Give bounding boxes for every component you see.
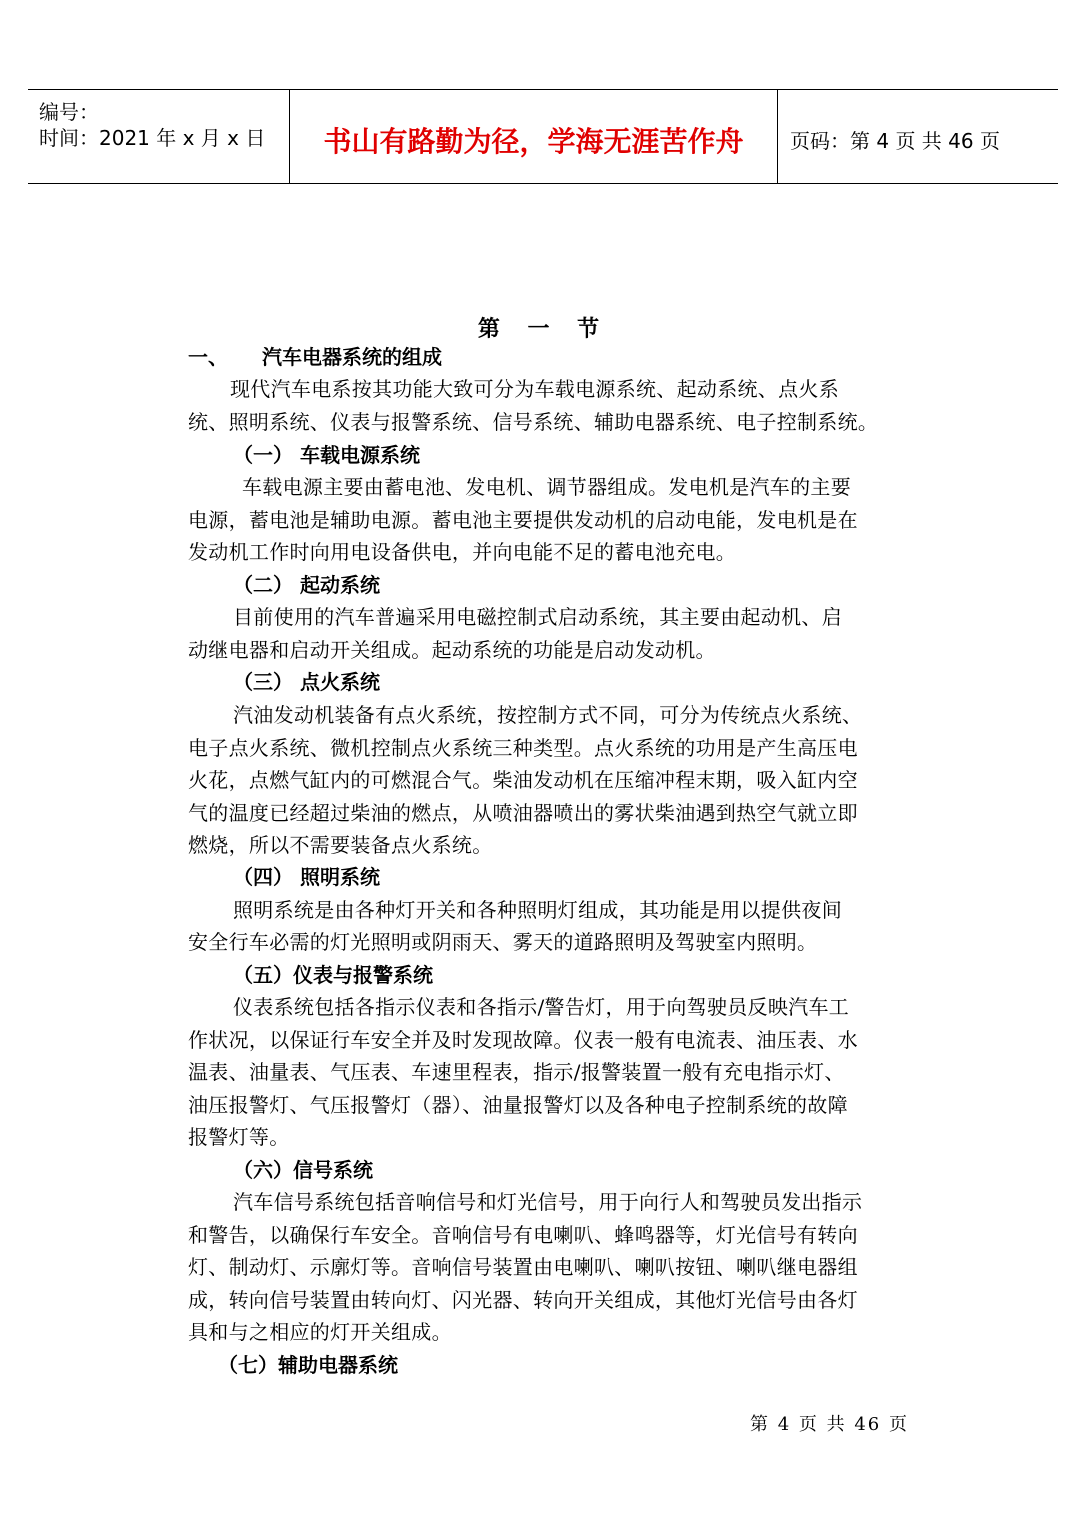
paragraph-line: 安全行车必需的灯光照明或阴雨天、雾天的道路照明及驾驶室内照明。 — [188, 930, 818, 954]
subheading-auxiliary-system: （七）辅助电器系统 — [218, 1353, 398, 1377]
paragraph-line: 灯、制动灯、示廓灯等。音响信号装置由电喇叭、喇叭按钮、喇叭继电器组 — [188, 1255, 858, 1279]
paragraph-line: 具和与之相应的灯开关组成。 — [188, 1320, 452, 1344]
heading-1-text: 汽车电器系统的组成 — [262, 345, 442, 369]
paragraph-line: 现代汽车电系按其功能大致可分为车载电源系统、起动系统、点火系 — [230, 377, 839, 401]
document-date-label: 时间：2021 年 x 月 x 日 — [39, 126, 266, 150]
paragraph-line: 火花，点燃气缸内的可燃混合气。柴油发动机在压缩冲程末期，吸入缸内空 — [188, 768, 858, 792]
subheading-ignition-system: （三） 点火系统 — [233, 670, 380, 694]
paragraph-line: 温表、油量表、气压表、车速里程表，指示/报警装置一般有充电指示灯、 — [188, 1060, 845, 1084]
subheading-starting-system: （二） 起动系统 — [233, 573, 380, 597]
paragraph-line: 目前使用的汽车普遍采用电磁控制式启动系统，其主要由起动机、启 — [233, 605, 842, 629]
paragraph-line: 统、照明系统、仪表与报警系统、信号系统、辅助电器系统、电子控制系统。 — [188, 410, 879, 434]
paragraph-line: 照明系统是由各种灯开关和各种照明灯组成，其功能是用以提供夜间 — [233, 898, 842, 922]
paragraph-line: 气的温度已经超过柴油的燃点，从喷油器喷出的雾状柴油遇到热空气就立即 — [188, 801, 858, 825]
subheading-instrument-alarm-system: （五）仪表与报警系统 — [233, 963, 433, 987]
document-number-label: 编号： — [39, 100, 99, 124]
paragraph-line: 油压报警灯、气压报警灯（器）、油量报警灯以及各种电子控制系统的故障 — [188, 1093, 848, 1117]
paragraph-line: 汽车信号系统包括音响信号和灯光信号，用于向行人和驾驶员发出指示 — [233, 1190, 863, 1214]
header-page-number: 页码：第 4 页 共 46 页 — [790, 129, 1000, 153]
subheading-power-system: （一） 车载电源系统 — [233, 443, 420, 467]
subheading-signal-system: （六）信号系统 — [233, 1158, 373, 1182]
page-footer: 第 4 页 共 46 页 — [750, 1414, 909, 1435]
paragraph-line: 电源，蓄电池是辅助电源。蓄电池主要提供发动机的启动电能，发电机是在 — [188, 508, 858, 532]
paragraph-line: 燃烧，所以不需要装备点火系统。 — [188, 833, 493, 857]
paragraph-line: 作状况，以保证行车安全并及时发现故障。仪表一般有电流表、油压表、水 — [188, 1028, 858, 1052]
paragraph-line: 报警灯等。 — [188, 1125, 290, 1149]
paragraph-line: 汽油发动机装备有点火系统，按控制方式不同，可分为传统点火系统、 — [233, 703, 863, 727]
section-title: 第 一 节 — [477, 317, 610, 342]
paragraph-line: 动继电器和启动开关组成。起动系统的功能是启动发动机。 — [188, 638, 716, 662]
subheading-lighting-system: （四） 照明系统 — [233, 865, 380, 889]
paragraph-line: 电子点火系统、微机控制点火系统三种类型。点火系统的功用是产生高压电 — [188, 736, 858, 760]
header-motto: 书山有路勤为径，学海无涯苦作舟 — [323, 125, 744, 158]
paragraph-line: 发动机工作时向用电设备供电，并向电能不足的蓄电池充电。 — [188, 540, 737, 564]
paragraph-line: 车载电源主要由蓄电池、发电机、调节器组成。发电机是汽车的主要 — [242, 475, 851, 499]
paragraph-line: 仪表系统包括各指示仪表和各指示/警告灯，用于向驾驶员反映汽车工 — [233, 995, 850, 1019]
heading-1-number: 一、 — [188, 345, 228, 369]
paragraph-line: 成，转向信号装置由转向灯、闪光器、转向开关组成，其他灯光信号由各灯 — [188, 1288, 858, 1312]
paragraph-line: 和警告，以确保行车安全。音响信号有电喇叭、蜂鸣器等，灯光信号有转向 — [188, 1223, 858, 1247]
